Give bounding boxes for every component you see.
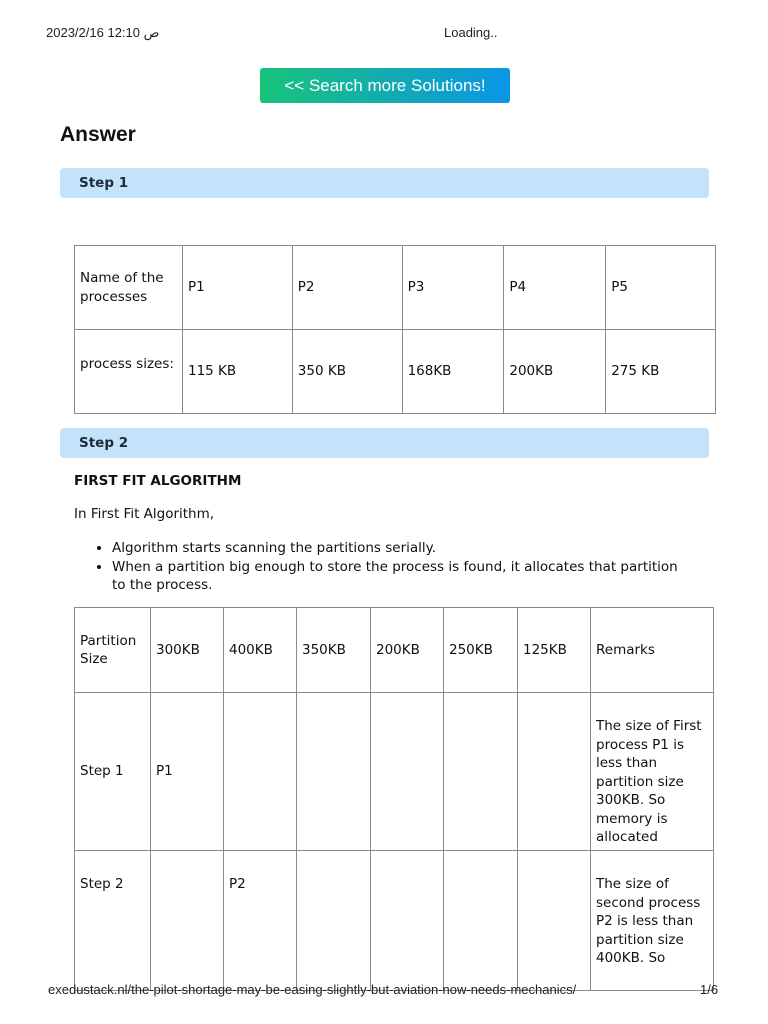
table-cell: 350KB	[297, 608, 371, 693]
table-cell	[518, 851, 591, 991]
search-more-solutions-button[interactable]: << Search more Solutions!	[260, 68, 510, 103]
table-cell	[444, 693, 518, 851]
page-number: 1/6	[700, 982, 719, 997]
table-cell: 125KB	[518, 608, 591, 693]
intro-text: In First Fit Algorithm,	[74, 506, 215, 522]
table-cell	[151, 851, 224, 991]
table-cell	[518, 693, 591, 851]
list-item: • Algorithm starts scanning the partitions serially.	[112, 539, 694, 558]
table-cell: P1	[151, 693, 224, 851]
table-row	[75, 693, 714, 851]
loading-text: Loading..	[444, 25, 498, 40]
table-cell: P2	[292, 246, 402, 330]
table-cell: Step 1	[75, 693, 151, 851]
table-row	[75, 330, 716, 414]
table-cell	[371, 851, 444, 991]
table-cell	[224, 693, 297, 851]
table-row	[75, 246, 716, 330]
table-cell: Step 2	[75, 851, 151, 991]
table-cell: Name of the processes	[75, 246, 183, 330]
algorithm-title: FIRST FIT ALGORITHM	[74, 473, 242, 489]
table-cell: P1	[183, 246, 293, 330]
step-2-header: Step 2	[60, 428, 709, 458]
table-cell	[371, 693, 444, 851]
table-cell: 168KB	[402, 330, 504, 414]
answer-title: Answer	[60, 123, 136, 146]
table-cell: 115 KB	[183, 330, 293, 414]
first-fit-table	[74, 607, 714, 991]
list-item: • When a partition big enough to store the process is found, it allocates that partition to the process.	[112, 558, 694, 595]
table-cell: 200KB	[504, 330, 606, 414]
table-cell: 275 KB	[606, 330, 716, 414]
table-cell: 400KB	[224, 608, 297, 693]
table-cell: 250KB	[444, 608, 518, 693]
table-row	[75, 851, 714, 991]
table-cell: The size of First process P1 is less than partition size 300KB. So memory is allocated	[591, 693, 714, 851]
table-cell: The size of second process P2 is less than partition size 400KB. So	[591, 851, 714, 991]
step-1-header: Step 1	[60, 168, 709, 198]
table-row	[75, 608, 714, 693]
table-cell: P2	[224, 851, 297, 991]
table-cell	[444, 851, 518, 991]
table-cell: 300KB	[151, 608, 224, 693]
print-datetime: ص 12:10 2023/2/16	[46, 25, 160, 40]
process-sizes-table	[74, 245, 716, 414]
table-cell: Partition Size	[75, 608, 151, 693]
table-cell: P4	[504, 246, 606, 330]
table-cell: P5	[606, 246, 716, 330]
table-cell	[297, 693, 371, 851]
table-cell: Remarks	[591, 608, 714, 693]
table-cell: 200KB	[371, 608, 444, 693]
footer-url: exedustack.nl/the-pilot-shortage-may-be-easing-slightly-but-aviation-now-needs-mechanics/	[48, 982, 577, 997]
table-cell: 350 KB	[292, 330, 402, 414]
bullet-list	[74, 539, 694, 595]
table-cell: P3	[402, 246, 504, 330]
table-cell	[297, 851, 371, 991]
table-cell: process sizes:	[75, 330, 183, 414]
